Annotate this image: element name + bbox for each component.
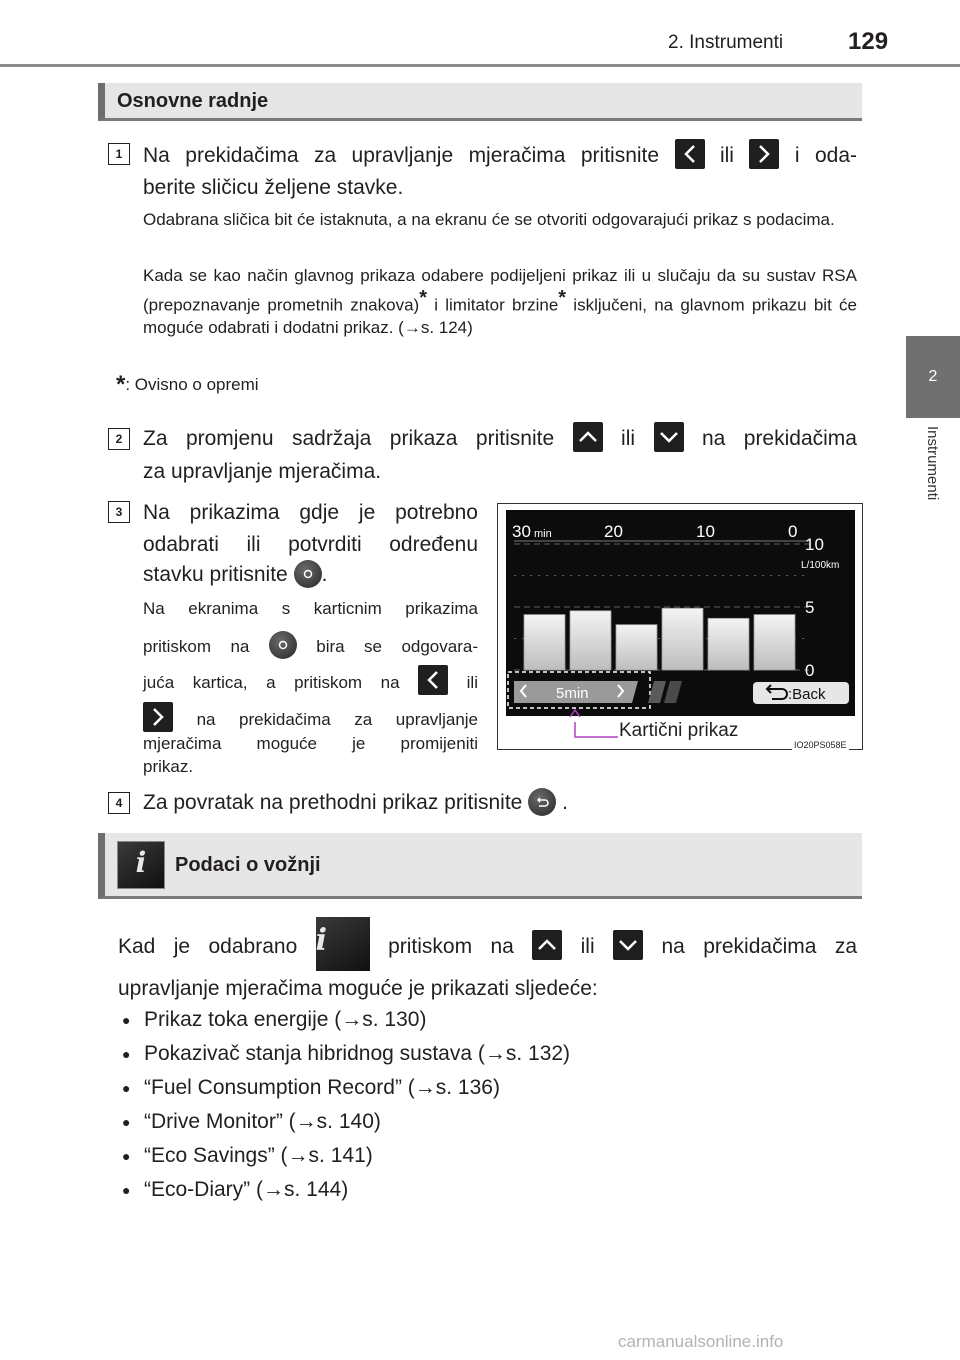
list-item: ● “Fuel Consumption Record” (→s. 136) (120, 1073, 500, 1103)
time-tick-label: 10 (696, 522, 715, 541)
step1-note1: Odabrana sličica bit će istaknuta, a na ekranu će se otvoriti odgovarajući prikaz s podacima. (143, 210, 835, 229)
time-tick-label: 20 (604, 522, 623, 541)
chevron-down-key-icon (654, 422, 684, 452)
step-number: 2 (108, 428, 130, 450)
side-tab-label: Instrumenti (924, 426, 941, 501)
scale-unit-label: L/100km (801, 560, 840, 571)
page-number: 129 (848, 28, 889, 55)
step2-line1: Za promjenu sadržaja prikaza pritisnite ili na prekidačima (143, 422, 857, 455)
step1-note2: Kada se kao način glavnog prikaza odabere podijeljeni prikaz ili u slučaju da su sustav RSA (prepoznavanje prometnih znakova)* i limitator brzine* isključeni, na glavnom prikazu bit će moguće odabrati i dodatni prikaz. (→s. 124) (143, 266, 857, 337)
side-tab (906, 420, 960, 530)
info-paragraph-line2: upravljanje mjeračima moguće je prikazati sljedeće: (118, 977, 598, 1000)
step3-sub2: pritiskom na bira se odgovara- (143, 631, 478, 661)
ok-button-icon (294, 560, 322, 588)
header-rule (0, 64, 960, 67)
list-item: ● “Drive Monitor” (→s. 140) (120, 1107, 381, 1137)
step3-sub1: Na ekranima s karticnim prikazima (143, 599, 478, 618)
chevron-right-key-icon (143, 702, 173, 732)
time-tick-label: 30 (512, 522, 531, 541)
chevron-left-key-icon (418, 665, 448, 695)
step1-line1: Na prekidačima za upravljanje mjeračima pritisnite ili i oda- (143, 139, 857, 172)
tab-label: 5min (556, 685, 589, 702)
list-item: ● Pokazivač stanja hibridnog sustava (→s. 132) (120, 1039, 570, 1069)
section-title: Podaci o vožnji (175, 854, 321, 876)
scale-tick-label: 10 (805, 535, 824, 554)
step3-sub4: na prekidačima za upravljanje (143, 702, 478, 734)
time-unit-label: min (534, 528, 552, 540)
figure-code: IO20PS058E (794, 740, 847, 750)
list-item: ● Prikaz toka energije (→s. 130) (120, 1005, 426, 1035)
step3-sub5: mjeračima moguće je promijeniti (143, 734, 478, 753)
step-number: 4 (108, 792, 130, 814)
display-figure (497, 503, 863, 750)
info-paragraph-line1: Kad je odabrano i pritiskom na ili na prekidačima za (118, 917, 857, 974)
chapter-title: 2. Instrumenti (668, 32, 784, 53)
back-label: :Back (788, 686, 826, 703)
step-number: 1 (108, 143, 130, 165)
section-heading-trip-data (98, 833, 862, 899)
info-tile-icon: i (316, 917, 370, 971)
callout-line (498, 504, 864, 751)
scale-tick-label: 5 (805, 598, 815, 617)
chevron-right-key-icon (749, 139, 779, 169)
step2-line2: za upravljanje mjeračima. (143, 460, 382, 483)
section-heading-basic-operations (98, 83, 862, 121)
figure-caption: Kartični prikaz (619, 720, 739, 741)
back-button-icon (528, 788, 556, 816)
list-item: ● “Eco Savings” (→s. 141) (120, 1141, 373, 1171)
step3-sub3: juća kartica, a pritiskom na ili (143, 665, 478, 697)
time-tick-label: 0 (788, 522, 798, 541)
step4-text: Za povratak na prethodni prikaz pritisnite . (143, 786, 568, 819)
info-tile-icon: i (117, 841, 165, 889)
chevron-left-key-icon (675, 139, 705, 169)
chevron-up-key-icon (573, 422, 603, 452)
chevron-down-key-icon (613, 930, 643, 960)
chevron-up-key-icon (532, 930, 562, 960)
ok-button-icon (269, 631, 297, 659)
step-number: 3 (108, 501, 130, 523)
step3-line3: stavku pritisnite . (143, 558, 327, 591)
step3-line1: Na prikazima gdje je potrebno (143, 501, 478, 524)
footnote: *: Ovisno o opremi (116, 371, 259, 398)
list-item: ● “Eco-Diary” (→s. 144) (120, 1175, 348, 1205)
step3-sub6: prikaz. (143, 757, 194, 776)
side-tab-number: 2 (906, 336, 960, 418)
step1-line2: berite sličicu željene stavke. (143, 176, 404, 199)
scale-tick-label: 0 (805, 661, 815, 680)
watermark: carmanualsonline.info (618, 1332, 784, 1351)
section-title: Osnovne radnje (117, 90, 269, 112)
step3-line2: odabrati ili potvrditi određenu (143, 533, 478, 556)
